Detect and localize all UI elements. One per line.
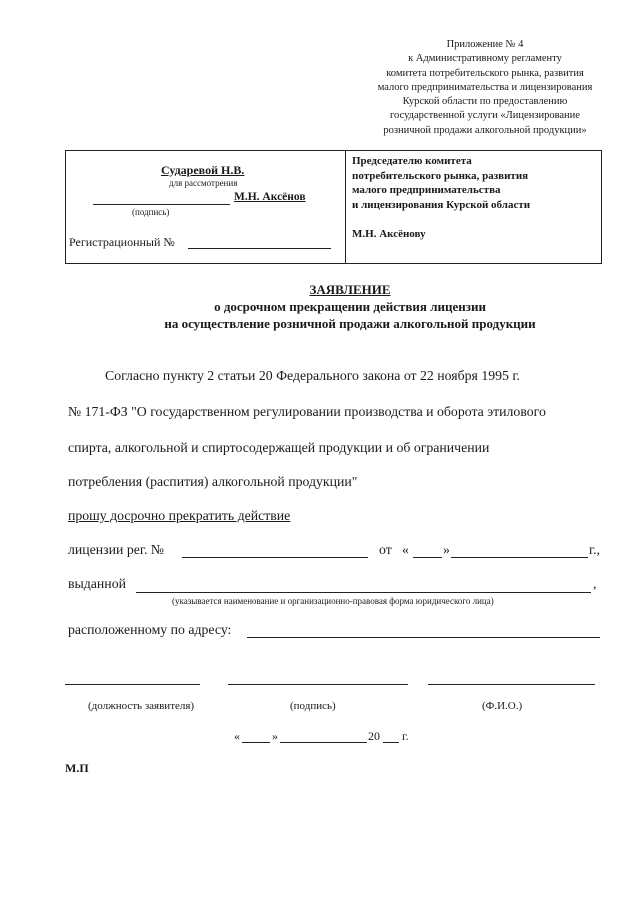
appendix-line: Приложение № 4 xyxy=(446,39,524,50)
appendix-line: комитета потребительского рынка, развития xyxy=(386,67,584,79)
appendix-line: малого предпринимательства и лицензирования xyxy=(377,81,593,93)
recipient-name: М.Н. Аксёнову xyxy=(352,228,426,240)
signature-caption: (подпись) xyxy=(132,207,170,217)
from-label: от xyxy=(379,542,392,557)
appendix-line: Курской области по предоставлению xyxy=(402,96,568,108)
header-box xyxy=(65,150,602,264)
recipient-title xyxy=(352,154,530,212)
license-label: лицензии рег. № xyxy=(68,542,165,557)
date-month-field[interactable] xyxy=(280,742,367,743)
recipient-line: и лицензирования Курской области xyxy=(352,198,531,211)
date-day-field[interactable] xyxy=(242,742,270,743)
issued-comma: , xyxy=(593,576,597,591)
fio-caption: (Ф.И.О.) xyxy=(482,700,523,712)
body-line-4: потребления (распития) алкогольной продукции" xyxy=(68,474,358,489)
date-quote-close: » xyxy=(272,729,278,743)
document-title xyxy=(60,281,640,332)
recipient-line: малого предпринимательства xyxy=(352,184,501,196)
date-quote-open: « xyxy=(234,729,240,743)
address-label: расположенному по адресу: xyxy=(68,622,232,637)
sign-caption: (подпись) xyxy=(290,700,336,712)
body-line-1: Согласно пункту 2 статьи 20 Федерального закона от 22 ноября 1995 г. xyxy=(105,368,520,383)
appendix-line: государственной услуги «Лицензирование xyxy=(390,110,580,122)
position-caption: (должность заявителя) xyxy=(88,700,195,712)
issued-caption: (указывается наименование и организационно-правовая форма юридического лица) xyxy=(172,596,494,606)
box-divider xyxy=(345,151,346,263)
position-field[interactable] xyxy=(65,684,200,685)
license-number-field[interactable] xyxy=(182,557,368,558)
title-line: на осуществление розничной продажи алкогольной продукции xyxy=(164,316,536,331)
body-line-2: № 171-ФЗ "О государственном регулировании производства и оборота этилового xyxy=(68,404,546,419)
issued-label: выданной xyxy=(68,576,126,591)
title-line: ЗАЯВЛЕНИЕ xyxy=(309,282,391,297)
recipient-line: Председателю комитета xyxy=(352,155,472,167)
date-year-prefix: 20 xyxy=(368,729,380,743)
issued-org-field[interactable] xyxy=(136,592,591,593)
signature-line xyxy=(93,204,230,205)
review-caption: для рассмотрения xyxy=(169,178,238,188)
date-suffix: г. xyxy=(402,729,409,743)
year-suffix: г., xyxy=(589,542,601,557)
review-name: Сударевой Н.В. xyxy=(161,163,245,177)
recipient-line: потребительского рынка, развития xyxy=(352,169,529,182)
fio-field[interactable] xyxy=(428,684,595,685)
quote-open: « xyxy=(402,542,409,557)
registration-line xyxy=(188,248,331,249)
title-line: о досрочном прекращении действия лицензии xyxy=(214,299,486,314)
signer-name: М.Н. Аксёнов xyxy=(234,191,306,203)
appendix-line: к Административному регламенту xyxy=(408,53,562,65)
request-text: прошу досрочно прекратить действие xyxy=(68,508,291,523)
address-field[interactable] xyxy=(247,637,600,638)
appendix-line: розничной продажи алкогольной продукции» xyxy=(383,124,587,136)
body-line-3: спирта, алкогольной и спиртосодержащей продукции и об ограничении xyxy=(68,440,490,455)
quote-close: » xyxy=(443,542,450,557)
license-month-field[interactable] xyxy=(451,557,588,558)
date-year-field[interactable] xyxy=(383,742,399,743)
registration-label: Регистрационный № xyxy=(69,235,175,249)
signature-field[interactable] xyxy=(228,684,408,685)
license-day-field[interactable] xyxy=(413,557,442,558)
appendix-header xyxy=(340,38,630,138)
stamp-label: М.П xyxy=(65,761,89,775)
